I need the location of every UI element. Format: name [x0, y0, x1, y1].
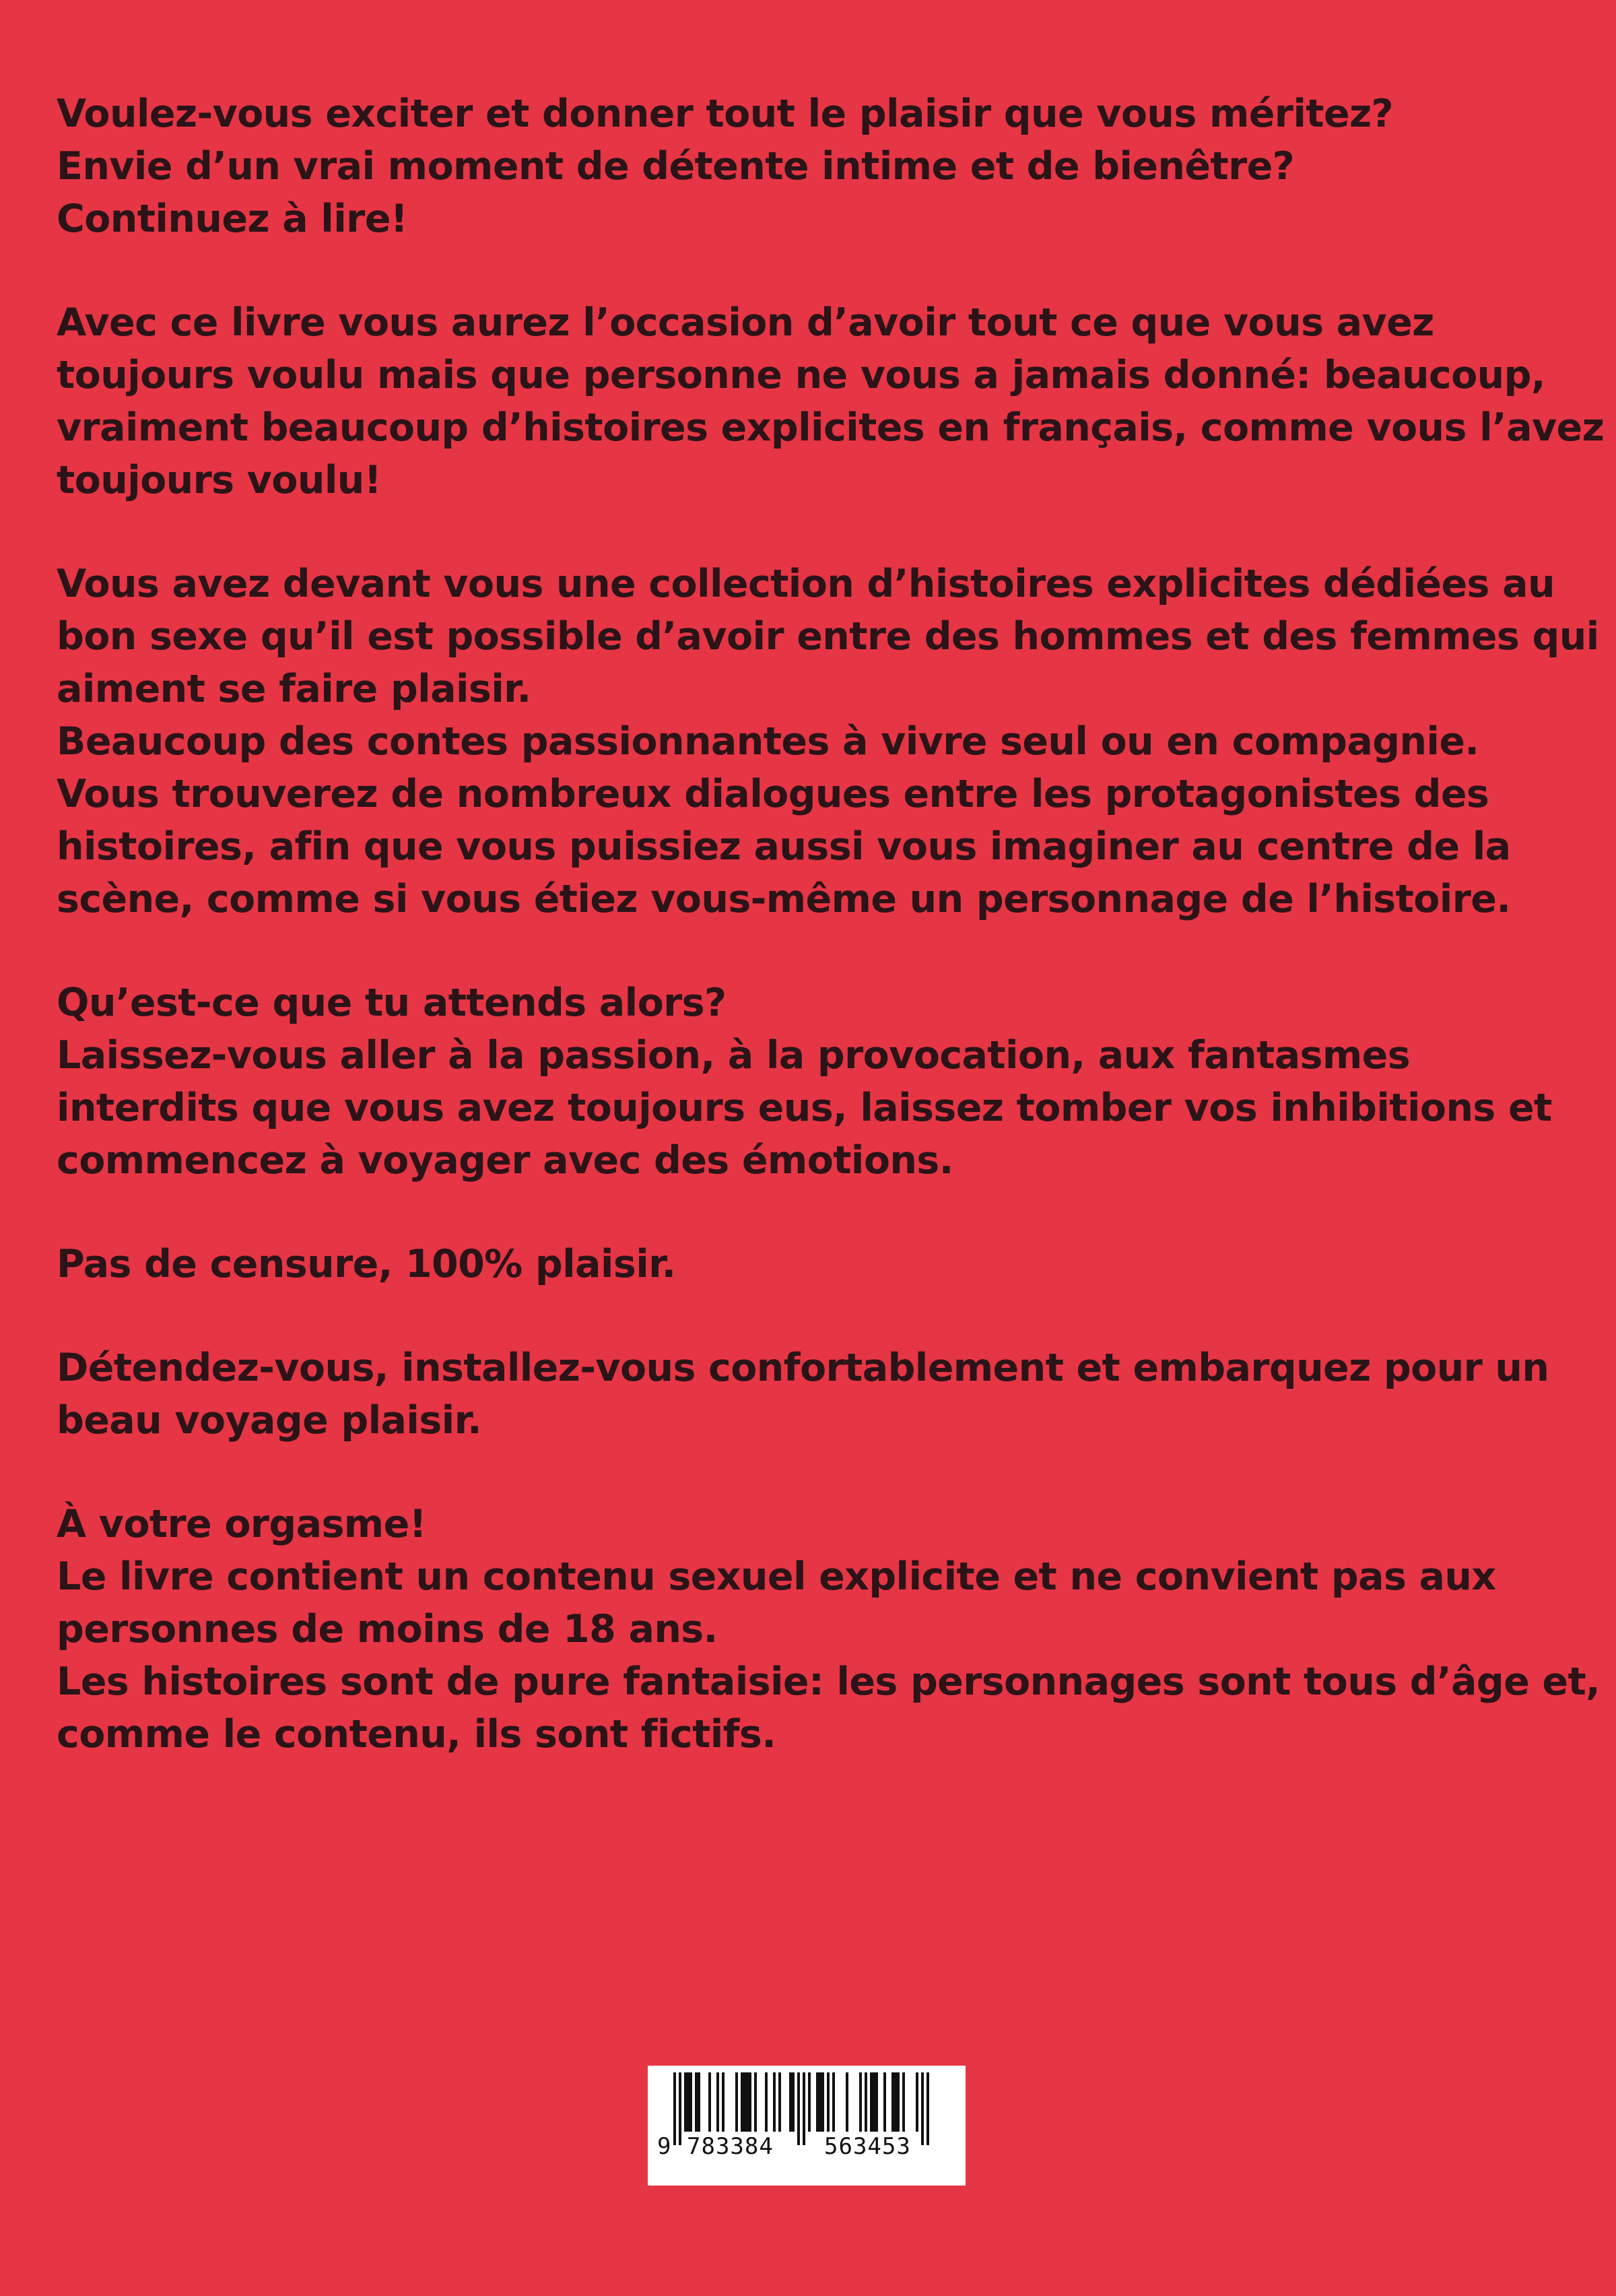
text-line: Vous avez devant vous une collection d’histoires explicites dédiées au	[57, 562, 1555, 606]
barcode-bar	[916, 2072, 918, 2132]
barcode-bar	[741, 2072, 743, 2132]
text-line: Laissez-vous aller à la passion, à la provocation, aux fantasmes	[57, 1033, 1411, 1078]
barcode-bar	[689, 2072, 692, 2132]
barcode-bar	[716, 2072, 719, 2132]
barcode-bar	[687, 2072, 689, 2132]
barcode-bars	[648, 2066, 966, 2186]
barcode-bar	[891, 2072, 894, 2132]
paragraph-disclaimer	[57, 1498, 1601, 1761]
barcode-bar	[698, 2072, 700, 2132]
barcode-bar	[673, 2072, 676, 2145]
text-line: Voulez-vous exciter et donner tout le plaisir que vous méritez?	[57, 92, 1394, 136]
barcode-bar	[873, 2072, 875, 2132]
barcode-bar	[708, 2072, 711, 2132]
text-line: scène, comme si vous étiez vous-même un personnage de l’histoire.	[57, 877, 1511, 921]
barcode-bar	[797, 2072, 800, 2145]
text-line: personnes de moins de 18 ans.	[57, 1607, 718, 1651]
barcode-bar	[746, 2072, 749, 2132]
barcode-bar	[765, 2072, 768, 2132]
barcode-bar	[803, 2072, 805, 2145]
barcode-bar	[819, 2072, 821, 2132]
text-line: Continuez à lire!	[57, 197, 408, 241]
paragraph-offer	[57, 296, 1605, 506]
barcode-bar	[832, 2072, 835, 2132]
barcode-bar	[773, 2072, 776, 2132]
barcode-bar	[808, 2072, 811, 2132]
barcode-left-digits: 783384	[687, 2133, 774, 2160]
barcode-bar	[902, 2072, 905, 2132]
text-line: toujours voulu mais que personne ne vous a jamais donné: beaucoup,	[57, 353, 1545, 397]
barcode-bar	[921, 2072, 924, 2145]
text-line: toujours voulu!	[57, 458, 382, 502]
text-line: aiment se faire plaisir.	[57, 667, 531, 711]
text-line: Les histoires sont de pure fantaisie: les personnages sont tous d’âge et,	[57, 1660, 1601, 1704]
text-line: Détendez-vous, installez-vous confortablement et embarquez pour un	[57, 1346, 1549, 1390]
barcode-bar	[865, 2072, 867, 2132]
barcode-first-digit: 9	[657, 2133, 672, 2160]
text-line: interdits que vous avez toujours eus, laissez tomber vos inhibitions et	[57, 1086, 1552, 1130]
barcode-bar	[821, 2072, 824, 2132]
barcode-bar	[859, 2072, 862, 2132]
text-line: Qu’est-ce que tu attends alors?	[57, 981, 727, 1025]
text-line: Le livre contient un contenu sexuel explicite et ne convient pas aux	[57, 1554, 1496, 1599]
paragraph-no-censorship	[57, 1238, 1572, 1290]
barcode-bar	[743, 2072, 746, 2132]
text-line: histoires, afin que vous puissiez aussi vous imaginer au centre de la	[57, 824, 1511, 869]
paragraph-intro	[57, 88, 1572, 245]
text-line: Envie d’un vrai moment de détente intime et de bienêtre?	[57, 144, 1295, 189]
barcode-bar	[846, 2072, 848, 2132]
text-line: Beaucoup des contes passionnantes à vivre seul ou en compagnie.	[57, 719, 1479, 764]
barcode-bar	[778, 2072, 781, 2132]
barcode-bar	[927, 2072, 929, 2145]
barcode-bar	[816, 2072, 819, 2132]
text-line: comme le contenu, ils sont fictifs.	[57, 1712, 776, 1757]
barcode-bar	[722, 2072, 725, 2132]
barcode-bar	[679, 2072, 681, 2145]
barcode-bar	[789, 2072, 792, 2132]
barcode-bar	[827, 2072, 830, 2132]
barcode-bar	[897, 2072, 900, 2132]
paragraph-relax	[57, 1342, 1572, 1447]
barcode-bar	[695, 2072, 698, 2132]
back-cover-text	[57, 88, 1605, 1812]
text-line: bon sexe qu’il est possible d’avoir entre des hommes et des femmes qui	[57, 614, 1599, 659]
barcode-bar	[735, 2072, 738, 2132]
text-line: Vous trouverez de nombreux dialogues entre les protagonistes des	[57, 772, 1489, 816]
text-line: vraiment beaucoup d’histoires explicites en français, comme vous l’avez	[57, 405, 1605, 450]
barcode-bar	[894, 2072, 897, 2132]
isbn-barcode	[648, 2066, 966, 2186]
paragraph-invitation	[57, 977, 1572, 1187]
barcode-right-digits: 563453	[824, 2133, 911, 2160]
barcode-bar	[875, 2072, 878, 2132]
barcode-bar	[684, 2072, 687, 2132]
text-line: Avec ce livre vous aurez l’occasion d’avoir tout ce que vous avez	[57, 300, 1434, 345]
paragraph-collection	[57, 558, 1599, 925]
barcode-bar	[754, 2072, 757, 2132]
text-line: Pas de censure, 100% plaisir.	[57, 1242, 676, 1286]
text-line: À votre orgasme!	[57, 1502, 427, 1546]
barcode-bar	[870, 2072, 873, 2132]
barcode-bar	[883, 2072, 886, 2132]
text-line: beau voyage plaisir.	[57, 1398, 482, 1443]
barcode-bar	[749, 2072, 751, 2132]
barcode-bar	[792, 2072, 795, 2132]
text-line: commencez à voyager avec des émotions.	[57, 1138, 953, 1183]
